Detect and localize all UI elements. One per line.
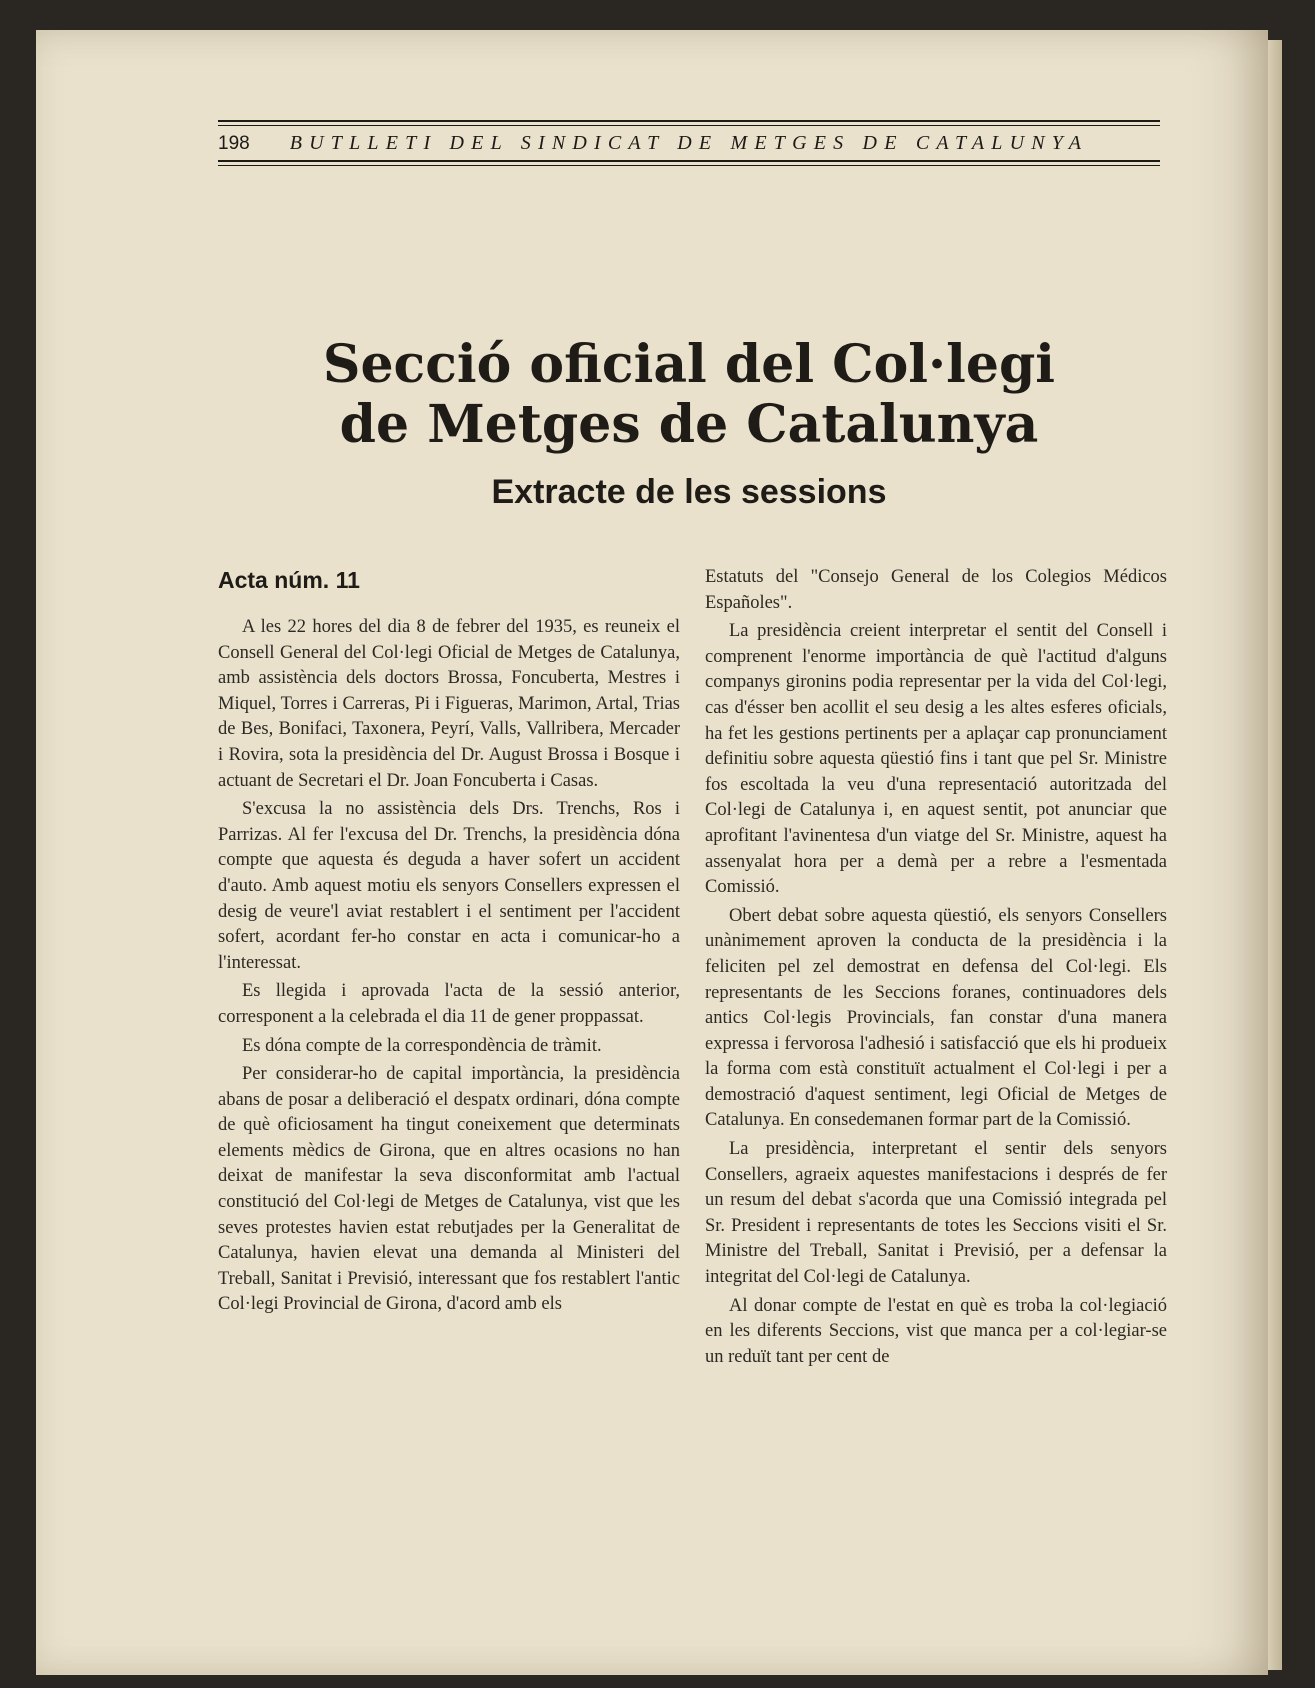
running-title: BUTLLETI DEL SINDICAT DE METGES DE CATALUNYA <box>289 132 1089 154</box>
paragraph: La presidència, interpretant el sentir dels senyors Consellers, agraeix aquestes manifestacions i després de fer un resum del debat s'acorda que una Comissió integrada pel Sr. President i representants de totes les Seccions visiti el Sr. Ministre del Treball, Sanitat i Previsió, per a defensar la integritat del Col·legi de Catalunya. <box>705 1139 1167 1288</box>
paragraph: Per considerar-ho de capital importància, la presidència abans de posar a deliberació el despatx ordinari, dóna compte de què oficiosament ha tingut coneixement que determinats elements mèdics de Girona, que en altres ocasions no han deixat de manifestar la seva disconformitat amb l'actual constitució del Col·legi de Metges de Catalunya, vist que les seves protestes havien estat rebutjades per la Generalitat de Catalunya, havien elevat una demanda al Ministeri del Treball, Sanitat i Previsió, interessant que fos restablert l'antic Col·legi Provincial de Girona, d'acord amb els <box>218 1064 680 1315</box>
page-number: 198 <box>218 133 250 154</box>
paragraph: Es llegida i aprovada l'acta de la sessió anterior, corresponent a la celebrada el dia 11 de gener proppassat. <box>218 981 680 1027</box>
paragraph: La presidència creient interpretar el sentit del Consell i comprenent l'enorme importància de què l'actitud d'alguns companys gironins podia representar per la vida del Col·legi, cas d'ésser ben acollit el seu desig a les altes esferes oficials, ha fet les gestions pertinents per a aplaçar cap pronunciament definitiu sobre aquesta qüestió fins i tant que pel Sr. Ministre fos escoltada la veu d'una representació autoritzada del Col·legi de Catalunya i, en aquest sentit, pot anunciar que aprofitant l'avinentesa d'un viatge del Sr. Ministre, aquest ha assenyalat hora per a demà per a rebre a l'esmentada Comissió. <box>705 621 1167 898</box>
paragraph: Estatuts del "Consejo General de los Colegios Médicos Españoles". <box>705 567 1167 613</box>
title-line-1: Secció oficial del Col·legi <box>322 334 1056 395</box>
paragraph: Obert debat sobre aquesta qüestió, els senyors Consellers unànimement aproven la conducta de la presidència i la feliciten pel zel demostrat en defensa del Col·legi. Els representants de les Seccions foranes, continuadores dels antics Col·legis Provincials, fan constar d'una manera expressa i fervorosa l'adhesió i satisfacció que els hi produeix la forma com està constituït actualment el Col·legi i per a demostració d'aquest sentiment, legi Oficial de Metges de Catalunya. En consedemanen formar part de la Comissió. <box>705 905 1167 1131</box>
right-column <box>705 565 1167 1373</box>
header-rule-bottom <box>218 160 1160 166</box>
page-edge <box>1268 40 1282 1670</box>
paragraph: A les 22 hores del dia 8 de febrer del 1935, es reuneix el Consell General del Col·legi Oficial de Metges de Catalunya, amb assistència dels doctors Brossa, Foncuberta, Mestres i Miquel, Torres i Carreras, Pi i Figueras, Marimon, Artal, Trias de Bes, Bonifaci, Taxonera, Peyrí, Valls, Vallribera, Mercader i Rovira, sota la presidència del Dr. August Brossa i Bosque i actuant de Secretari el Dr. Joan Foncuberta i Casas. <box>218 617 680 791</box>
header-row <box>218 126 1160 160</box>
left-column <box>218 565 680 1321</box>
paragraph: Al donar compte de l'estat en què es troba la col·legiació en les diferents Seccions, vist que manca per a col·legiar-se un reduït tant per cent de <box>705 1295 1167 1367</box>
running-header <box>218 120 1160 166</box>
section-heading: Acta núm. 11 <box>218 567 360 593</box>
page-subtitle: Extracte de les sessions <box>491 473 887 511</box>
title-line-2: de Metges de Catalunya <box>339 394 1039 455</box>
page-title <box>218 335 1160 455</box>
paragraph: Es dóna compte de la correspondència de tràmit. <box>242 1035 602 1056</box>
paragraph: S'excusa la no assistència dels Drs. Trenchs, Ros i Parrizas. Al fer l'excusa del Dr. Trenchs, la presidència dóna compte que aquesta és deguda a haver sofert un accident d'auto. Amb aquest motiu els senyors Consellers expressen el desig de veure'l aviat restablert i el sentiment per l'accident sofert, acordant fer-ho constar en acta i comunicar-ho a l'interessat. <box>218 799 680 973</box>
